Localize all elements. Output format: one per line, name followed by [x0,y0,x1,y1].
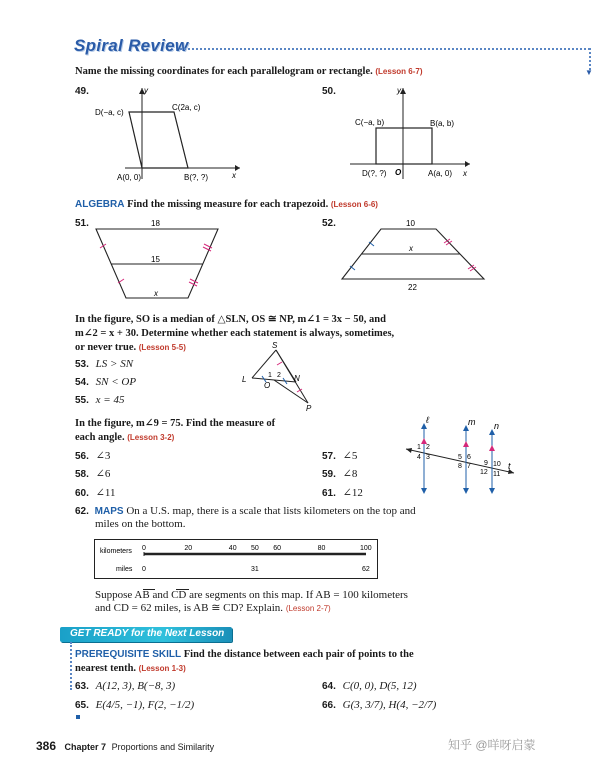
exercise-number: 51. [75,218,89,229]
exercise-text: ∠8 [342,468,358,480]
vertex-label-b: B(a, b) [430,119,455,128]
exercise-54 [75,376,136,388]
exercise-text: C(0, 0), D(5, 12) [342,680,417,692]
exercise-62-question [95,589,408,615]
trapezoid-figure-52 [336,216,496,296]
lesson-ref: (Lesson 1-3) [138,664,186,673]
vertex-label-c: C(−a, b) [355,118,385,127]
angle-label: 3 [426,454,430,461]
get-ready-title: GET READY for the Next Lesson [70,628,225,639]
vertex-label-c: C(2a, c) [172,103,201,112]
axis-label-x: x [463,169,467,178]
trapezoid-figure-51 [88,216,228,306]
instruction-line: or never true. [75,342,137,353]
overline-ab [143,589,155,590]
watermark: 知乎 @咩呀启蒙 [448,738,536,752]
exercise-text: G(3, 3/7), H(4, −2/7) [342,699,437,711]
line-label-m: m [468,417,476,427]
exercise-number: 53. [75,359,89,370]
instruction-coordinates [75,66,423,77]
bullet-square-icon [76,715,80,719]
km-tick-label: 100 [360,545,372,552]
angle-label: 7 [467,463,471,470]
parallelogram-figure [90,84,250,184]
exercise-text: and CD = 62 miles, is AB ≅ CD? Explain. [95,602,284,614]
km-tick-label: 50 [251,545,259,552]
exercise-text: E(4/5, −1), F(2, −1/2) [95,699,195,711]
exercise-66 [322,699,436,711]
axis-label-y: y [397,86,401,95]
km-tick-label: 80 [317,545,326,552]
exercise-number: 55. [75,395,89,406]
mi-tick-label: 62 [362,566,370,573]
exercise-number: 56. [75,451,89,462]
exercise-62 [75,505,416,531]
angle-label: 1 [417,444,421,451]
instruction-angles [75,417,275,445]
angle-label: 12 [480,469,488,476]
angle-label: 9 [484,460,488,467]
km-tick-label: 60 [273,545,281,552]
side-label-top: 18 [151,219,160,228]
lesson-ref: (Lesson 6-6) [330,200,378,209]
exercise-number: 61. [322,488,336,499]
vertex-label-d: D(?, ?) [362,169,387,178]
km-tick-label: 20 [184,545,193,552]
exercise-text: ∠5 [342,450,358,462]
chapter-label: Chapter 7 [64,742,107,752]
instruction-distance [75,648,414,676]
origin-label: O [395,168,402,177]
lesson-ref: (Lesson 2-7) [285,604,331,613]
lesson-ref: (Lesson 6-7) [375,67,423,76]
line-label-n: n [494,421,500,431]
axis-label-y: y [144,86,148,95]
point-label-p: P [306,404,312,412]
exercise-number: 63. [75,681,89,692]
overline-cd [176,589,189,590]
page-footer [36,739,214,753]
exercise-53 [75,358,133,370]
exercise-text: SN < OP [95,376,137,388]
exercise-text: A(12, 3), B(−8, 3) [95,680,176,692]
get-ready-vertical-rule [70,642,72,690]
vertex-label-l: L [242,375,247,384]
instruction-trapezoid [75,199,378,210]
exercise-number: 54. [75,377,89,388]
get-ready-banner [60,627,232,642]
axis-label-x: x [232,171,236,180]
angle-label: 10 [493,461,501,468]
exercise-text: On a U.S. map, there is a scale that lists kilometers on the top and [126,505,416,517]
side-label-bottom: x [154,289,158,298]
vertex-label-b: B(?, ?) [184,173,209,182]
lesson-ref: (Lesson 5-5) [138,343,186,352]
exercise-number: 58. [75,469,89,480]
instruction-text: Name the missing coordinates for each parallelogram or rectangle. [75,66,373,77]
vertex-label-s: S [272,341,278,350]
scale-label-km: kilometers [100,548,132,555]
vertex-label-a: A(0, 0) [117,173,142,182]
mi-tick-label: 0 [142,566,146,573]
triangle-median-figure [238,340,323,412]
exercise-number: 64. [322,681,336,692]
exercise-text: ∠12 [342,487,363,499]
exercise-number: 60. [75,488,89,499]
line-label-t: t [508,461,511,471]
exercise-56 [75,449,110,462]
side-label-bottom: 22 [408,283,417,292]
angle-label: 5 [458,454,462,461]
exercise-number: 66. [322,700,336,711]
instruction-line: In the figure, SO is a median of △SLN, OS ≅ NP, m∠1 = 3x − 50, and [75,314,386,325]
exercise-number: 62. [75,506,89,517]
angle-label: 4 [417,454,421,461]
vertex-label-a: A(a, 0) [428,169,453,178]
rectangle-figure [340,84,480,184]
exercise-number: 52. [322,218,336,229]
exercise-number: 57. [322,451,336,462]
angle-label-2: 2 [277,372,281,379]
angle-label: 8 [458,463,462,470]
line-label-l: ℓ [426,415,429,425]
exercise-text: miles on the bottom. [95,518,186,530]
maps-label: MAPS [94,506,124,517]
instruction-line: Find the distance between each pair of points to the [183,649,414,660]
instruction-text: Find the missing measure for each trapezoid. [127,199,329,210]
median-label: 15 [151,255,160,264]
exercise-59 [322,467,357,480]
map-scale-figure [94,539,378,579]
exercise-61 [322,486,363,499]
angle-label-1: 1 [268,372,272,379]
angle-label: 6 [467,454,471,461]
vertex-label-d: D(−a, c) [95,108,124,117]
exercise-number: 65. [75,700,89,711]
median-label: x [409,244,413,253]
instruction-line: m∠2 = x + 30. Determine whether each statement is always, sometimes, [75,328,395,339]
exercise-text: ∠6 [95,468,111,480]
angle-label: 11 [493,471,501,478]
header-dotted-vertical [589,48,591,70]
page-number: 386 [36,739,57,753]
vertex-label-n: N [294,374,300,383]
exercise-60 [75,486,115,499]
mi-tick-label: 31 [251,566,259,573]
parallel-lines-figure [402,415,520,495]
km-tick-label: 0 [142,545,146,552]
exercise-number: 50. [322,86,336,97]
exercise-58 [75,467,110,480]
exercise-number: 59. [322,469,336,480]
section-title: Spiral Review [74,36,189,55]
exercise-text: LS > SN [95,358,134,370]
lesson-ref: (Lesson 3-2) [127,433,175,442]
angle-label: 2 [426,444,430,451]
arrow-down-icon: ▼ [585,68,593,77]
point-label-o: O [264,381,271,390]
header-dotted-rule [180,48,590,50]
km-tick-label: 40 [228,545,237,552]
chapter-title: Proportions and Similarity [111,742,215,752]
exercise-55 [75,394,124,406]
exercise-text: x = 45 [95,394,125,406]
exercise-text: ∠3 [95,450,111,462]
exercise-65 [75,699,194,711]
side-label-top: 10 [406,219,415,228]
scale-label-miles: miles [116,566,133,573]
exercise-57 [322,449,357,462]
instruction-median [75,313,394,355]
exercise-text: ∠11 [95,487,116,499]
prereq-label: PREREQUISITE SKILL [75,649,182,660]
instruction-line: In the figure, m∠9 = 75. Find the measure of [75,418,276,429]
exercise-63 [75,680,175,692]
algebra-label: ALGEBRA [75,199,125,210]
instruction-line: nearest tenth. [75,663,137,674]
exercise-text: Suppose AB and CD are segments on this map. If AB = 100 kilometers [95,589,408,601]
instruction-line: each angle. [75,432,125,443]
exercise-64 [322,680,417,692]
exercise-number: 49. [75,86,89,97]
